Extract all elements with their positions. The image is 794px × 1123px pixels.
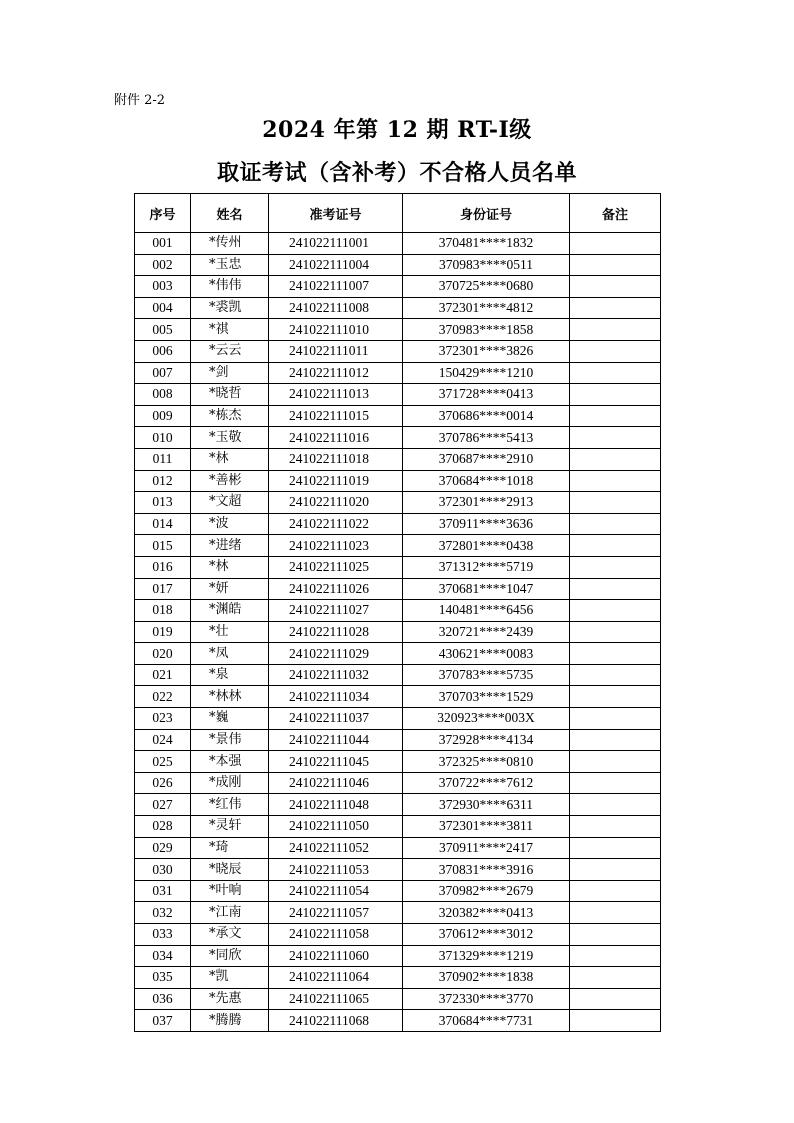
header-exam-no: 准考证号	[269, 194, 403, 233]
cell-remark	[570, 729, 661, 751]
cell-seq: 020	[135, 643, 191, 665]
cell-id-no: 370831****3916	[403, 859, 570, 881]
cell-id-no: 150429****1210	[403, 362, 570, 384]
cell-seq: 007	[135, 362, 191, 384]
table-row	[135, 772, 661, 794]
header-id-no: 身份证号	[403, 194, 570, 233]
cell-name: *先惠	[191, 988, 269, 1010]
cell-remark	[570, 535, 661, 557]
cell-seq: 023	[135, 708, 191, 730]
cell-exam-no: 241022111013	[269, 384, 403, 406]
cell-name: *泉	[191, 664, 269, 686]
cell-id-no: 320382****0413	[403, 902, 570, 924]
failed-candidates-table	[134, 193, 661, 1032]
cell-id-no: 372330****3770	[403, 988, 570, 1010]
table-row	[135, 967, 661, 989]
table-row	[135, 600, 661, 622]
cell-name: *波	[191, 513, 269, 535]
cell-exam-no: 241022111044	[269, 729, 403, 751]
cell-remark	[570, 492, 661, 514]
cell-exam-no: 241022111032	[269, 664, 403, 686]
cell-name: *琦	[191, 837, 269, 859]
cell-seq: 032	[135, 902, 191, 924]
cell-id-no: 370681****1047	[403, 578, 570, 600]
cell-exam-no: 241022111029	[269, 643, 403, 665]
cell-id-no: 370786****5413	[403, 427, 570, 449]
cell-exam-no: 241022111004	[269, 254, 403, 276]
table-row	[135, 1010, 661, 1032]
cell-name: *林	[191, 448, 269, 470]
cell-seq: 018	[135, 600, 191, 622]
header-name: 姓名	[191, 194, 269, 233]
cell-id-no: 370911****2417	[403, 837, 570, 859]
cell-remark	[570, 427, 661, 449]
cell-exam-no: 241022111015	[269, 405, 403, 427]
cell-name: *栋杰	[191, 405, 269, 427]
cell-name: *巍	[191, 708, 269, 730]
cell-remark	[570, 340, 661, 362]
cell-seq: 001	[135, 233, 191, 255]
cell-name: *玉敬	[191, 427, 269, 449]
table-row	[135, 384, 661, 406]
cell-id-no: 372930****6311	[403, 794, 570, 816]
cell-name: *祺	[191, 319, 269, 341]
cell-id-no: 370686****0014	[403, 405, 570, 427]
cell-seq: 037	[135, 1010, 191, 1032]
cell-seq: 026	[135, 772, 191, 794]
cell-id-no: 320721****2439	[403, 621, 570, 643]
cell-name: *承文	[191, 924, 269, 946]
cell-seq: 004	[135, 297, 191, 319]
cell-seq: 029	[135, 837, 191, 859]
cell-seq: 002	[135, 254, 191, 276]
cell-remark	[570, 880, 661, 902]
header-remark: 备注	[570, 194, 661, 233]
cell-exam-no: 241022111050	[269, 816, 403, 838]
cell-name: *同欣	[191, 945, 269, 967]
cell-name: *成刚	[191, 772, 269, 794]
cell-name: *壮	[191, 621, 269, 643]
table-row	[135, 729, 661, 751]
cell-id-no: 370722****7612	[403, 772, 570, 794]
cell-id-no: 370783****5735	[403, 664, 570, 686]
cell-id-no: 372928****4134	[403, 729, 570, 751]
cell-id-no: 140481****6456	[403, 600, 570, 622]
table-row	[135, 513, 661, 535]
cell-id-no: 370982****2679	[403, 880, 570, 902]
table-row	[135, 664, 661, 686]
cell-seq: 036	[135, 988, 191, 1010]
cell-name: *江南	[191, 902, 269, 924]
cell-exam-no: 241022111008	[269, 297, 403, 319]
cell-id-no: 371329****1219	[403, 945, 570, 967]
cell-remark	[570, 751, 661, 773]
cell-seq: 019	[135, 621, 191, 643]
cell-remark	[570, 362, 661, 384]
cell-exam-no: 241022111054	[269, 880, 403, 902]
cell-name: *云云	[191, 340, 269, 362]
cell-remark	[570, 859, 661, 881]
cell-name: *凯	[191, 967, 269, 989]
cell-id-no: 370684****7731	[403, 1010, 570, 1032]
cell-exam-no: 241022111060	[269, 945, 403, 967]
table-row	[135, 297, 661, 319]
cell-seq: 030	[135, 859, 191, 881]
table-row	[135, 448, 661, 470]
table-row	[135, 988, 661, 1010]
cell-remark	[570, 686, 661, 708]
cell-id-no: 372801****0438	[403, 535, 570, 557]
cell-id-no: 370911****3636	[403, 513, 570, 535]
cell-seq: 012	[135, 470, 191, 492]
cell-exam-no: 241022111058	[269, 924, 403, 946]
cell-id-no: 372301****3826	[403, 340, 570, 362]
cell-name: *剑	[191, 362, 269, 384]
cell-exam-no: 241022111052	[269, 837, 403, 859]
cell-exam-no: 241022111046	[269, 772, 403, 794]
cell-exam-no: 241022111028	[269, 621, 403, 643]
cell-exam-no: 241022111010	[269, 319, 403, 341]
cell-name: *伟伟	[191, 276, 269, 298]
cell-remark	[570, 1010, 661, 1032]
cell-remark	[570, 600, 661, 622]
cell-seq: 013	[135, 492, 191, 514]
cell-remark	[570, 513, 661, 535]
cell-exam-no: 241022111064	[269, 967, 403, 989]
cell-id-no: 372325****0810	[403, 751, 570, 773]
table-row	[135, 535, 661, 557]
cell-seq: 003	[135, 276, 191, 298]
cell-exam-no: 241022111001	[269, 233, 403, 255]
cell-exam-no: 241022111053	[269, 859, 403, 881]
cell-seq: 009	[135, 405, 191, 427]
cell-seq: 033	[135, 924, 191, 946]
cell-remark	[570, 405, 661, 427]
cell-remark	[570, 643, 661, 665]
cell-id-no: 370725****0680	[403, 276, 570, 298]
table-row	[135, 276, 661, 298]
cell-remark	[570, 276, 661, 298]
cell-remark	[570, 319, 661, 341]
table-row	[135, 362, 661, 384]
cell-name: *凤	[191, 643, 269, 665]
table-row	[135, 578, 661, 600]
cell-seq: 027	[135, 794, 191, 816]
page-subtitle: 取证考试（含补考）不合格人员名单	[216, 160, 577, 186]
table-row	[135, 470, 661, 492]
cell-seq: 016	[135, 556, 191, 578]
table-row	[135, 254, 661, 276]
cell-name: *玉忠	[191, 254, 269, 276]
table-row	[135, 902, 661, 924]
cell-exam-no: 241022111025	[269, 556, 403, 578]
cell-seq: 028	[135, 816, 191, 838]
cell-remark	[570, 556, 661, 578]
cell-exam-no: 241022111045	[269, 751, 403, 773]
cell-name: *腾腾	[191, 1010, 269, 1032]
cell-exam-no: 241022111020	[269, 492, 403, 514]
cell-remark	[570, 924, 661, 946]
table-row	[135, 837, 661, 859]
cell-exam-no: 241022111034	[269, 686, 403, 708]
cell-exam-no: 241022111057	[269, 902, 403, 924]
table-row	[135, 643, 661, 665]
cell-exam-no: 241022111068	[269, 1010, 403, 1032]
header-seq: 序号	[135, 194, 191, 233]
cell-name: *晓辰	[191, 859, 269, 881]
table-row	[135, 340, 661, 362]
cell-exam-no: 241022111065	[269, 988, 403, 1010]
attachment-label: 附件 2-2	[114, 93, 166, 108]
cell-seq: 010	[135, 427, 191, 449]
cell-seq: 008	[135, 384, 191, 406]
cell-exam-no: 241022111022	[269, 513, 403, 535]
cell-seq: 035	[135, 967, 191, 989]
cell-seq: 031	[135, 880, 191, 902]
cell-seq: 014	[135, 513, 191, 535]
cell-remark	[570, 772, 661, 794]
table-row	[135, 816, 661, 838]
table-row	[135, 794, 661, 816]
cell-remark	[570, 448, 661, 470]
cell-name: *红伟	[191, 794, 269, 816]
table-row	[135, 859, 661, 881]
cell-name: *晓哲	[191, 384, 269, 406]
cell-id-no: 430621****0083	[403, 643, 570, 665]
table-body	[135, 233, 661, 1032]
table-row	[135, 233, 661, 255]
cell-id-no: 370703****1529	[403, 686, 570, 708]
cell-seq: 017	[135, 578, 191, 600]
cell-id-no: 371312****5719	[403, 556, 570, 578]
cell-remark	[570, 664, 661, 686]
cell-remark	[570, 794, 661, 816]
table-row	[135, 319, 661, 341]
cell-exam-no: 241022111011	[269, 340, 403, 362]
cell-remark	[570, 254, 661, 276]
cell-remark	[570, 384, 661, 406]
table-row	[135, 708, 661, 730]
cell-exam-no: 241022111026	[269, 578, 403, 600]
page-title: 2024 年第 12 期 RT-Ⅰ级	[262, 117, 532, 143]
cell-id-no: 370983****1858	[403, 319, 570, 341]
cell-exam-no: 241022111007	[269, 276, 403, 298]
cell-exam-no: 241022111027	[269, 600, 403, 622]
cell-seq: 011	[135, 448, 191, 470]
table-row	[135, 751, 661, 773]
cell-name: *善彬	[191, 470, 269, 492]
cell-remark	[570, 233, 661, 255]
cell-seq: 034	[135, 945, 191, 967]
cell-name: *叶响	[191, 880, 269, 902]
cell-remark	[570, 578, 661, 600]
table-row	[135, 405, 661, 427]
cell-name: *林	[191, 556, 269, 578]
cell-name: *灵轩	[191, 816, 269, 838]
cell-seq: 015	[135, 535, 191, 557]
table-row	[135, 686, 661, 708]
cell-seq: 022	[135, 686, 191, 708]
cell-name: *裘凯	[191, 297, 269, 319]
cell-id-no: 372301****4812	[403, 297, 570, 319]
cell-id-no: 370902****1838	[403, 967, 570, 989]
cell-seq: 025	[135, 751, 191, 773]
table-header-row	[135, 194, 661, 233]
cell-remark	[570, 708, 661, 730]
cell-remark	[570, 837, 661, 859]
cell-remark	[570, 945, 661, 967]
cell-name: *文超	[191, 492, 269, 514]
cell-exam-no: 241022111016	[269, 427, 403, 449]
cell-id-no: 370612****3012	[403, 924, 570, 946]
cell-name: *景伟	[191, 729, 269, 751]
table-row	[135, 924, 661, 946]
table-row	[135, 880, 661, 902]
cell-id-no: 371728****0413	[403, 384, 570, 406]
cell-seq: 024	[135, 729, 191, 751]
cell-remark	[570, 621, 661, 643]
cell-seq: 021	[135, 664, 191, 686]
cell-id-no: 370481****1832	[403, 233, 570, 255]
cell-exam-no: 241022111023	[269, 535, 403, 557]
cell-remark	[570, 297, 661, 319]
cell-exam-no: 241022111018	[269, 448, 403, 470]
cell-id-no: 370983****0511	[403, 254, 570, 276]
cell-remark	[570, 816, 661, 838]
cell-remark	[570, 470, 661, 492]
cell-seq: 006	[135, 340, 191, 362]
cell-id-no: 372301****2913	[403, 492, 570, 514]
cell-id-no: 370687****2910	[403, 448, 570, 470]
cell-seq: 005	[135, 319, 191, 341]
cell-name: *妍	[191, 578, 269, 600]
cell-id-no: 372301****3811	[403, 816, 570, 838]
table-row	[135, 621, 661, 643]
cell-exam-no: 241022111012	[269, 362, 403, 384]
cell-name: *本强	[191, 751, 269, 773]
cell-remark	[570, 967, 661, 989]
cell-remark	[570, 902, 661, 924]
cell-id-no: 320923****003X	[403, 708, 570, 730]
cell-name: *渊皓	[191, 600, 269, 622]
cell-exam-no: 241022111048	[269, 794, 403, 816]
cell-name: *传州	[191, 233, 269, 255]
table-row	[135, 556, 661, 578]
cell-exam-no: 241022111037	[269, 708, 403, 730]
cell-name: *进绪	[191, 535, 269, 557]
cell-exam-no: 241022111019	[269, 470, 403, 492]
table-row	[135, 492, 661, 514]
cell-id-no: 370684****1018	[403, 470, 570, 492]
cell-remark	[570, 988, 661, 1010]
cell-name: *林林	[191, 686, 269, 708]
table-row	[135, 945, 661, 967]
table-row	[135, 427, 661, 449]
